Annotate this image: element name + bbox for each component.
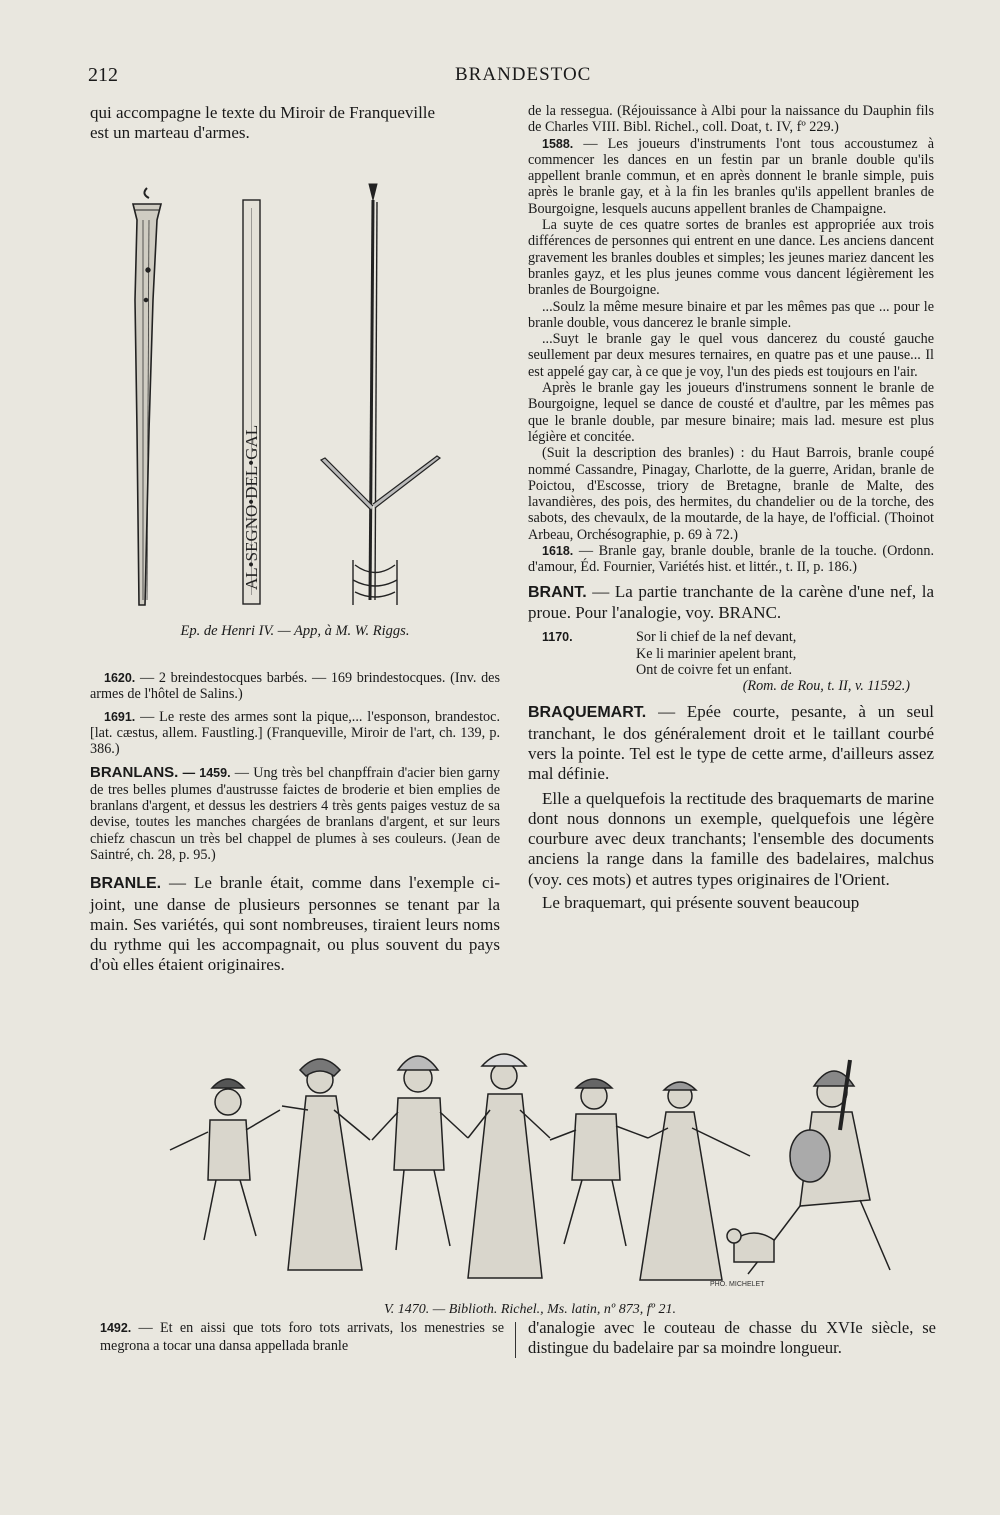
brandestoc-open-illustration (321, 184, 440, 605)
dancer-2 (282, 1059, 370, 1270)
headword: BRANLE. (90, 875, 162, 893)
left-column-entries (90, 670, 500, 976)
entry-text: — Et en aissi que tots foro tots arrivats, los menestries se megrona a tocar una dansa appellada branle (100, 1320, 504, 1354)
page-number: 212 (88, 64, 118, 86)
entry-1170 (528, 629, 934, 694)
entry-text: — La partie tranchante de la carène d'une nef, la proue. Pour l'analogie, voy. BRANC. (528, 581, 934, 622)
running-title: BRANDESTOC (455, 64, 592, 85)
dancer-4 (468, 1054, 550, 1278)
verse-citation: (Rom. de Rou, t. II, v. 11592.) (742, 678, 910, 695)
branle-dance-plate (150, 1040, 910, 1300)
quote-paragraph: (Suit la description des branles) : du Haut Barrois, branle coupé nommé Cassandre, Pinagay, Charlotte, de la guerre, Aridan, branle de Poictou, d'Escosse, triory de Bretagne, branle de Malte, des lavandières, des pois, des hermites, du chandelier ou de la torche, des sabots, des chevaulx, de la moutarde, de la haye, de l'official. (Thoinot Arbeau, Orchésographie, p. 69 à 72.) (528, 445, 934, 543)
engraver-signature: PHO. MICHELET (710, 1281, 765, 1288)
entry-braquemart (528, 702, 934, 784)
quote-paragraph: La suyte de ces quatre sortes de branles est appropriée aux trois différences de personnes qui entrent en une dance. Les anciens dancent gravement les branles doubles et simples; les jeunes mariez dancent les branles gayz, et les plus jeunes comme vous dancent légièrement les branles de Bourgoigne. (528, 217, 934, 299)
entry-brant (528, 582, 934, 624)
intro-line-2: est un marteau d'armes. (90, 123, 250, 143)
quote-end-paragraph: de la ressegua. (Réjouissance à Albi pour la naissance du Dauphin fils de Charles VIII. Bibl. Richel., coll. Doat, t. IV, fº 229.) (528, 103, 934, 136)
engraved-blade-illustration (242, 200, 261, 604)
entry-text: — Le reste des armes sont la pique,... l'esponson, brandestoc. [lat. cæstus, allem. Faustling.] (Franqueville, Miroir de l'art, ch. 139, p. 386.) (90, 708, 500, 758)
verse-block (528, 629, 934, 678)
entry-branlans (90, 765, 500, 863)
bottom-right-paragraph: d'analogie avec le couteau de chasse du XVIe siècle, se distingue du badelaire par sa moindre longueur. (528, 1318, 936, 1357)
entry-text: — Les joueurs d'instruments l'ont tous accoustumez à commencer les dances en un festin par un branle double qu'ils appellent branle commun, et en après donnent le branle simple, puis après le branle gay, et à la fin les branles qu'ils appellent branles de Bourgoigne, lesquels aucuns appellent branles de Champaigne. (528, 135, 934, 217)
brandestoc-closed-illustration (133, 188, 161, 605)
entry-branle (90, 873, 500, 975)
dancer-3 (372, 1056, 468, 1250)
quote-paragraph: ...Suyt le branle gay le quel vous dancerez du cousté gauche seullement par deux mesures ternaires, en quatre pas et une pause... Il est appelé gay car, à ce que je voy, l'un des pieds est toujours en l'air. (528, 331, 934, 380)
entry-text: — Le branle était, comme dans l'exemple ci-joint, une danse de plusieurs personnes se tenant par la main. Ses variétés, qui sont nombreuses, tiraient leurs noms du rythme qui les accompagnait, ou plus souvent du pays d'où elles étaient originaires. (90, 873, 500, 975)
intro-paragraph (90, 103, 500, 144)
headword: BRAQUEMART. (528, 704, 647, 722)
dog-figure (727, 1229, 774, 1262)
entry-text: — Epée courte, pesante, à un seul tranchant, le dos généralement droit et le taillant courbé vers la pointe. Tel est le type de cette arme, d'ailleurs assez mal définie. (528, 702, 934, 784)
entry-year: 1588. (542, 136, 574, 151)
brandestoc-figure (115, 180, 455, 610)
right-column (528, 103, 934, 913)
dancer-1 (170, 1079, 280, 1240)
entry-year: 1618. (542, 544, 574, 559)
body-paragraph: Elle a quelquefois la rectitude des braquemarts de marine dont nous donnons un exemple, quelquefois une légère courbure avec deux tranchants; l'ensemble des documents anciens la range dans la famille des badelaires, malchus (voy. ces mots) et autres types originaires de l'Orient. (528, 788, 934, 889)
entry-1620 (90, 670, 500, 703)
quote-paragraph: ...Soulz la même mesure binaire et par les mêmes pas que ... pour le branle double, vous dancerez le branle simple. (528, 298, 934, 331)
plate-caption: V. 1470. — Biblioth. Richel., Ms. latin, nº 873, fº 21. (384, 1302, 676, 1317)
entry-text: — Branle gay, branle double, branle de la touche. (Ordonn. d'amour, Éd. Fournier, Variétés hist. et littér., t. II, p. 186.) (528, 543, 934, 576)
verse-line: Ke li marinier apelent brant, (636, 645, 797, 662)
entry-year: 1492. (100, 1321, 132, 1335)
entry-1588 (528, 136, 934, 217)
entry-year: 1691. (104, 709, 136, 724)
entry-text: — 2 breindestocques barbés. — 169 brindestocques. (Inv. des armes de l'hôtel de Salins.) (90, 670, 500, 703)
entry-1618 (528, 543, 934, 576)
entry-year: 1170. (542, 630, 573, 645)
entry-year: — 1459. (182, 766, 231, 781)
verse-line: Ont de coivre fet un enfant. (636, 661, 793, 678)
entry-year: 1620. (104, 671, 136, 685)
figure-caption: Ep. de Henri IV. — App, à M. W. Riggs. (180, 623, 410, 639)
entry-1691 (90, 709, 500, 758)
entry-1492 (100, 1320, 504, 1355)
blade-inscription: AL•SEGNO•DEL•GAL (242, 424, 261, 590)
body-paragraph: Le braquemart, qui présente souvent beaucoup (542, 893, 860, 913)
intro-line-1: qui accompagne le texte du Miroir de Franqueville (90, 103, 436, 122)
column-divider (515, 1322, 516, 1358)
headword: BRANLANS. (90, 764, 179, 782)
headword: BRANT. (528, 583, 587, 601)
dancer-figures (170, 1054, 890, 1280)
quote-paragraph: Après le branle gay les joueurs d'instrumens sonnent le branle de Bourgoigne, lequel se dance de cousté et d'aultre, par les mêmes pas que le branle double, par mesure binaire; mais lad. mesure est plus légière et concitée. (528, 380, 934, 445)
dancer-5 (550, 1079, 648, 1246)
entry-text: — Ung très bel chanpffrain d'acier bien garny de tres belles plumes d'austrusse faictes de broderie et bien emplies de branlans d'argent, et dessus les destriers 4 très gents paiges vestuz de sa devise, toutes les manches chargées de branlans d'argent, et sur leurs chiefz chascun un très bel chappel de plumes à ses couleurs. (Jean de Saintré, ch. 28, p. 95.) (90, 765, 500, 863)
verse-line: Sor li chief de la nef devant, (636, 629, 797, 646)
